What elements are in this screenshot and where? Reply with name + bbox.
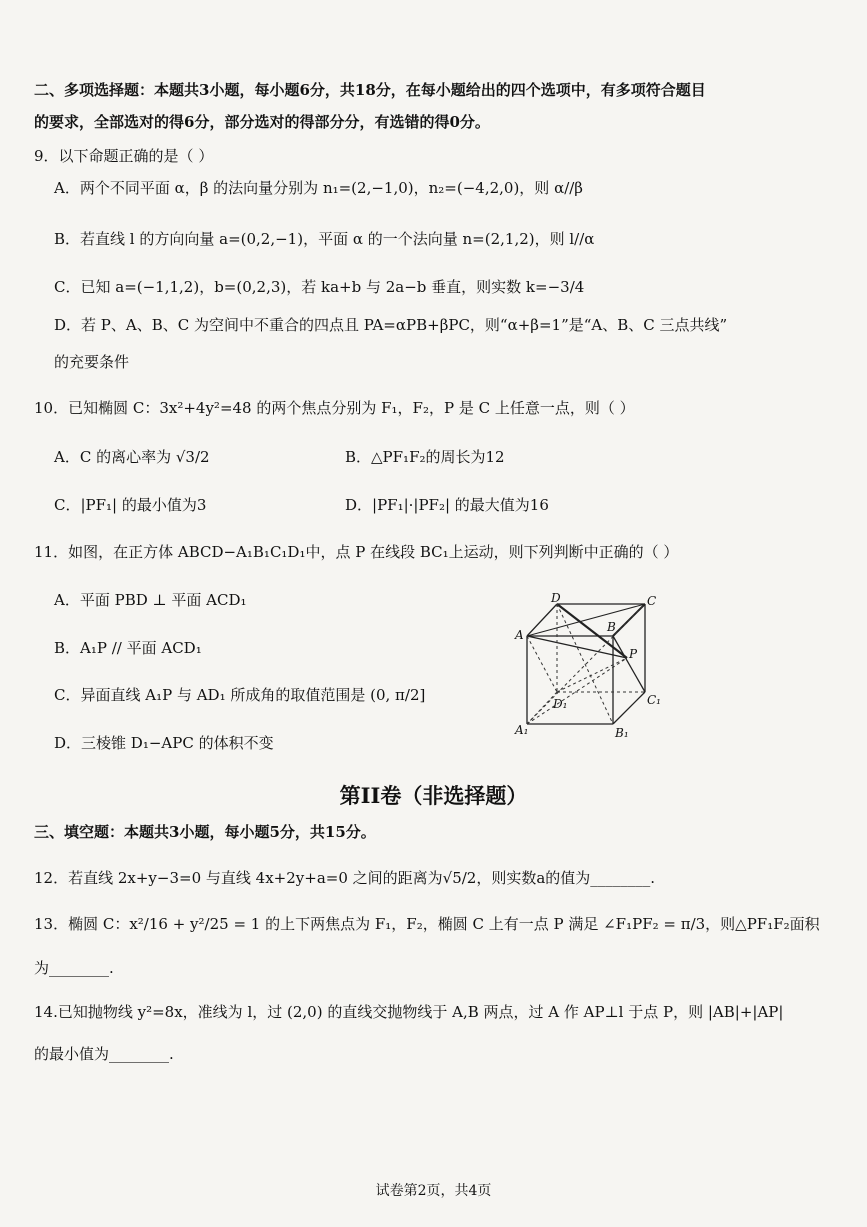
q9-option-d-line1: D．若 P、A、B、C 为空间中不重合的四点且 PA=αPB+βPC，则“α+β=1”是“A、B、C 三点共线” bbox=[54, 316, 728, 334]
q11-option-a: A．平面 PBD ⊥ 平面 ACD₁ bbox=[54, 591, 247, 609]
q9-option-b: B．若直线 l 的方向向量 a=(0,2,−1)，平面 α 的一个法向量 n=(2,1,2)，则 l//α bbox=[54, 230, 595, 248]
label-b: B bbox=[607, 620, 616, 634]
q10-stem: 10．已知椭圆 C：3x²+4y²=48 的两个焦点分别为 F₁，F₂，P 是 C 上任意一点，则（ ） bbox=[34, 399, 635, 417]
label-c1: C₁ bbox=[647, 693, 661, 707]
q13-line2: 为________. bbox=[34, 959, 114, 977]
q14-line2: 的最小值为________. bbox=[34, 1045, 174, 1063]
q10-option-c: C．|PF₁| 的最小值为3 bbox=[54, 496, 207, 514]
q11-option-d: D．三棱锥 D₁−APC 的体积不变 bbox=[54, 734, 274, 752]
section2-line2: 的要求，全部选对的得6分，部分选对的得部分分，有选错的得0分。 bbox=[34, 113, 490, 131]
q10-option-d: D．|PF₁|·|PF₂| 的最大值为16 bbox=[345, 496, 549, 514]
section2-line1: 二、多项选择题：本题共3小题，每小题6分，共18分，在每小题给出的四个选项中，有多项符合题目 bbox=[34, 81, 706, 99]
page-footer: 试卷第2页，共4页 bbox=[375, 1183, 492, 1199]
q13-line1: 13．椭圆 C：x²/16 + y²/25 = 1 的上下两焦点为 F₁，F₂，椭圆 C 上有一点 P 满足 ∠F₁PF₂ = π/3，则△PF₁F₂面积 bbox=[34, 915, 820, 933]
q11-option-c: C．异面直线 A₁P 与 AD₁ 所成角的取值范围是 (0, π/2] bbox=[54, 686, 426, 704]
label-a1: A₁ bbox=[515, 723, 529, 737]
q10-option-b: B．△PF₁F₂的周长为12 bbox=[345, 448, 505, 466]
q9-option-c: C．已知 a=(−1,1,2)，b=(0,2,3)，若 ka+b 与 2a−b 垂直，则实数 k=−3/4 bbox=[54, 278, 585, 296]
label-p: P bbox=[629, 647, 638, 661]
section3-header: 三、填空题：本题共3小题，每小题5分，共15分。 bbox=[34, 823, 376, 841]
part2-title: 第II卷（非选择题） bbox=[339, 783, 528, 808]
q9-option-a: A．两个不同平面 α，β 的法向量分别为 n₁=(2,−1,0)，n₂=(−4,2,0)，则 α//β bbox=[54, 179, 583, 197]
label-d: D bbox=[551, 592, 561, 605]
label-c: C bbox=[647, 594, 657, 608]
label-b1: B₁ bbox=[615, 726, 629, 740]
label-a: A bbox=[515, 628, 524, 642]
label-d1: D₁ bbox=[553, 697, 568, 711]
q14-line1: 14.已知抛物线 y²=8x，准线为 l，过 (2,0) 的直线交抛物线于 A,B 两点，过 A 作 AP⊥l 于点 P，则 |AB|+|AP| bbox=[34, 1003, 784, 1021]
q9-option-d-line2: 的充要条件 bbox=[54, 353, 130, 371]
q11-option-b: B．A₁P // 平面 ACD₁ bbox=[54, 639, 202, 657]
q10-option-a: A．C 的离心率为 √3/2 bbox=[54, 448, 210, 466]
q9-stem: 9．以下命题正确的是（ ） bbox=[34, 147, 214, 165]
q11-stem: 11．如图，在正方体 ABCD−A₁B₁C₁D₁中，点 P 在线段 BC₁上运动，则下列判断中正确的（ ） bbox=[34, 543, 679, 561]
cube-figure bbox=[505, 592, 685, 742]
q12-text: 12．若直线 2x+y−3=0 与直线 4x+2y+a=0 之间的距离为√5/2，则实数a的值为________. bbox=[34, 869, 656, 887]
